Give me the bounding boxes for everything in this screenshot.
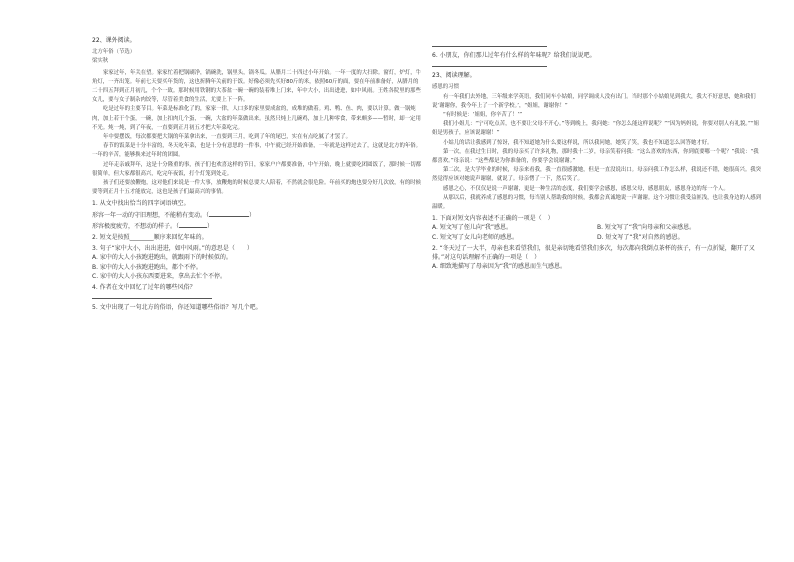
answer-blank[interactable] [209,216,249,217]
paragraph: 过年走亲戚拜年，这是十分隆重的事，孩子们也欢喜这样的节日，家家户户都要准备，中午开始，晚上就要吃团圆饭了，那时候一切都很简单，但大家都很高兴，吃完年夜饭，打个灯笼到处走。 [92,161,422,177]
right-column [432,36,762,271]
paragraph: 有一年我们去外地，三年级来学英语，我们同车小姑娘，同学调成人没有出门。当时那个小姑娘见到我大，我大不好意思，她和我们说‘谢谢你，我今年上了一个新学校。’，“姐姐，谢谢你！” [432,93,756,109]
question-1b [92,222,422,231]
paragraph: 第一次，在我过生日时，我的母亲买了许多礼物，那时我十二岁，母亲笑着问我：“这么喜欢的东西，你到底要哪一个呢？”我说：“我都喜欢。”母亲说：“这些都是为你准备的，你要学会说谢谢。” [432,148,759,165]
question-3: 3. 句子“家中大小，出出进进，如中风雨。”的意思是（ ） [92,245,253,253]
paragraph: 感恩之心，不仅仅是说一声谢谢，更是一种生活的态度，我们要学会感恩，感恩父母，感恩朋友，感恩身边的每一个人。 [443,185,729,192]
question-2: 2. “冬天过了一大半，母亲也来看望我们，很是亲切地看望我们多次，每次都向我倒点茶杯的孩子，有一点折疑，翻开了又排。”对这句话理解不正确的一项是（ ） [432,244,755,262]
question-1: 1. 下面对短文内容表述不正确的一项是（ ） [432,215,554,223]
paragraph: 吃是过年的主要节目。年菜是标准化了的，家家一律，人口多的家里要成盆的，成堆的做着。鸡、鸭、鱼、肉，要以计算。做一锅炖肉，加上若干个蛋，一碗，加上扣肉几个蛋，一碗，大盆的年菜做出来。虽然只炖上几碗鸡，加上几种零食，带来颇多——暂时，却一定用不光。炖一炖，到了年夜，一直要到正月初五才把大年菜吃完。 [92,106,421,131]
close-paren: ） [207,222,214,230]
article-title: 北方年俗（节选） [92,49,136,56]
option-b[interactable]: B. 短文写了“我”向母亲和父亲感恩。 [597,224,696,232]
answer-blank[interactable] [179,227,207,228]
question-1a [92,211,422,220]
article-title: 感恩的习惯 [432,84,459,91]
answer-line[interactable] [432,66,547,67]
paragraph: 孩子们还要放鞭炮，这对他们来说是一件大事，放鞭炮的时候总要大人陪着，不然就会很危险。年前买的炮也要分好几次放，有的时候要等到正月十五才能放完，这也是孩子们最高兴的事情。 [92,180,422,196]
question-22-title: 22、课外阅读。 [92,37,136,44]
options-grid [432,223,762,241]
answer-line[interactable] [432,46,547,47]
paragraph: 家家过年，年关在望。家家忙着把锅刷净，锅碗洗，锅里头，锅冬瓜。从腊月二十四过小年开始。一年一度的大扫除。窗灯，炉灯，牛角灯，一齐出笼。年前七天要买年货的，这也折腾年关前的于饭。好像必须先买好80斤的米，依照60斤的面，要在年前准备好，从腊月的二十四五拜到正月初几，个个一致。那时候用铁钢的大茶盆一碗一碗的装着堆上门来，年中大小，出出进进，如中风雨。王姓各院里的那些女儿，要与女子制杂肉饺等，尽管着美食的生活，尤要上下一阵。 [92,69,422,104]
option-a[interactable]: A. 细致地描写了母亲因为“我”的感恩而生气感恩。 [432,263,567,271]
question-23-title: 23、阅读理解。 [432,72,476,80]
option-c[interactable]: C. 短文写了女儿向老师的感恩。 [432,233,519,241]
question-6: 6. 小朋友，你们那儿过年有什么样的年味呢？给我们说说吧。 [432,52,596,59]
left-column [92,36,422,312]
question-2: 2. 短文是按照________顺序来回忆年味的。 [92,234,208,242]
option-b[interactable]: B. 家中的大人小孩跑进跑出，都个不停。 [92,263,202,271]
paragraph: 小姑儿的话让我感到了惊讶，我不知道她为什么要这样说，所以我问她，她笑了笑，我也不知道怎么回答她才好。 [443,139,713,146]
option-c[interactable]: C. 家中的大人小孩东西要进来，拿出去忙个不停。 [92,272,227,280]
paragraph: 我们小姐儿：“宁可吃点苦，也不要让父母不开心。”等到晚上，我问她：“你怎么能这样说呢？”“因为妈妈说，你要对别人有礼貌。”“姐姐是男孩子，应该说谢谢！” [432,121,760,137]
question-1b-text: 形容极度疲劳，不想动的样子。（ [92,222,180,230]
paragraph: 春节的饭菜是十分丰富的，冬天吃年菜，也是十分有意思的一件事，中午就已经开始准备，一年就是这样过去了，这就是北方的年俗。一年的辛苦，能够换来过年时的团圆。 [92,143,422,159]
question-1a-text: 形容一年一动的守旧理想，不能稍有变动。（ [92,211,210,219]
answer-line[interactable] [92,298,212,299]
option-d[interactable]: D. 短文写了“我”对自然的感恩。 [597,233,684,241]
paragraph: “有时候是：‘姐姐，你辛苦了！’” [443,112,523,119]
option-a[interactable]: A. 家中的大人小孩跑进跑出，就跟雨下的时候似的。 [92,254,232,262]
question-5: 5. 文中出现了一句北方的俗语，你还知道哪些俗语？写几个吧。 [92,304,262,312]
close-paren: ） [249,211,256,219]
question-1: 1. 从文中找出恰当的四字词语填空。 [92,200,190,208]
option-a[interactable]: A. 短文写了侄儿向“我”感恩。 [432,224,513,232]
paragraph: 从那以后，我就养成了感恩的习惯，每当别人帮助我的时候，我都会真诚地说一声谢谢。这个习惯让我受益匪浅，也让我身边的人感到温暖。 [432,194,762,211]
article-author: 梁实秋 [92,58,109,65]
question-4: 4. 作者在文中回忆了过年的哪些风俗？ [92,284,196,292]
paragraph: 年中要摆饭，每次都要把大锅的年菜拿出来，一直要到三月，吃到了年的尾巴，实在有点吃腻了才罢了。 [103,134,351,141]
paragraph: 第二次，是大学毕业的时候，母亲来看我，我一直很感激她，但是一直没说出口。母亲问我工作怎么样，我说还不错，她很高兴。我突然觉得应该对她说声谢谢，就说了。母亲愣了一下，然后笑了。 [432,167,762,183]
